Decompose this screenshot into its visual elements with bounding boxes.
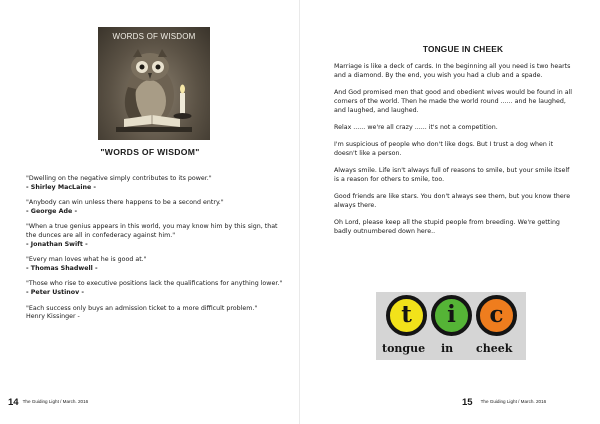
quote-item (26, 256, 284, 273)
publication-line: The Guiding Light / March. 2016 (22, 399, 89, 404)
joke-item: And God promised men that good and obedient wives would be found in all corners of the world. Then he made the world round ...... and he laughed, and laughed, and laughed. (334, 89, 573, 114)
quote-item (26, 175, 284, 192)
tongue-in-cheek-logo (376, 292, 526, 360)
quote-author: - Jonathan Swift - (26, 240, 88, 248)
quote-text: "Those who rise to executive positions lack the qualifications for anything lower." (26, 280, 283, 288)
quote-text: "When a true genius appears in this world, you may know him by this sign, that the dunces are all in confederacy against him." (26, 223, 278, 239)
jokes-list (334, 62, 574, 244)
quote-author: - Shirley MacLaine - (26, 183, 97, 191)
page-gutter (299, 0, 300, 424)
words-of-wisdom-image (98, 27, 210, 140)
left-page-folio (8, 392, 88, 410)
quote-item (26, 223, 284, 249)
logo-word: cheek (476, 342, 513, 355)
joke-item: Relax ...... we're all crazy ...... it's not a competition. (334, 124, 498, 131)
joke-item: Good friends are like stars. You don't always see them, but you know there always there. (334, 193, 571, 209)
words-of-wisdom-heading: "WORDS OF WISDOM" (100, 147, 200, 157)
publication-line: The Guiding Light / March. 2016 (480, 399, 547, 404)
logo-circle-green: i (431, 295, 472, 336)
quote-text: "Each success only buys an admission ticket to a more difficult problem." (26, 304, 258, 312)
logo-word: tongue (382, 342, 426, 355)
quote-text: "Anybody can win unless there happens to be a second entry." (26, 199, 224, 207)
image-title: WORDS OF WISDOM (112, 32, 196, 41)
logo-circles (386, 295, 516, 339)
quote-text: "Dwelling on the negative simply contributes to its power." (26, 175, 212, 182)
quote-author: Henry Kissinger - (26, 313, 80, 321)
page-number: 15 (462, 397, 473, 408)
quote-author: - George Ade - (26, 207, 78, 215)
joke-item: Oh Lord, please keep all the stupid people from breeding. We're getting badly outnumbered down here.. (334, 219, 560, 235)
right-page-folio (462, 392, 546, 410)
quote-text: "Every man loves what he is good at." (26, 256, 147, 264)
owl-reading-illustration (98, 27, 210, 140)
quote-item (26, 280, 284, 297)
joke-item: I'm suspicious of people who don't like dogs. But I trust a dog when it doesn't like a person. (334, 141, 554, 157)
logo-circle-orange: c (476, 295, 517, 336)
quote-author: - Peter Ustinov - (26, 288, 85, 296)
quote-item (26, 199, 284, 216)
tongue-in-cheek-heading: TONGUE IN CHEEK (422, 44, 504, 54)
joke-item: Marriage is like a deck of cards. In the beginning all you need is two hearts and a diamond. By the end, you wish you had a club and a spade. (334, 63, 571, 79)
joke-item: Always smile. Life isn't always full of reasons to smile, but your smile itself is a reason for others to smile, too. (334, 167, 570, 183)
quote-author: - Thomas Shadwell - (26, 264, 98, 272)
page-number: 14 (8, 397, 19, 408)
quote-item (26, 305, 284, 322)
quotes-list (26, 175, 284, 329)
logo-word: in (441, 342, 454, 355)
logo-circle-yellow: t (386, 295, 427, 336)
